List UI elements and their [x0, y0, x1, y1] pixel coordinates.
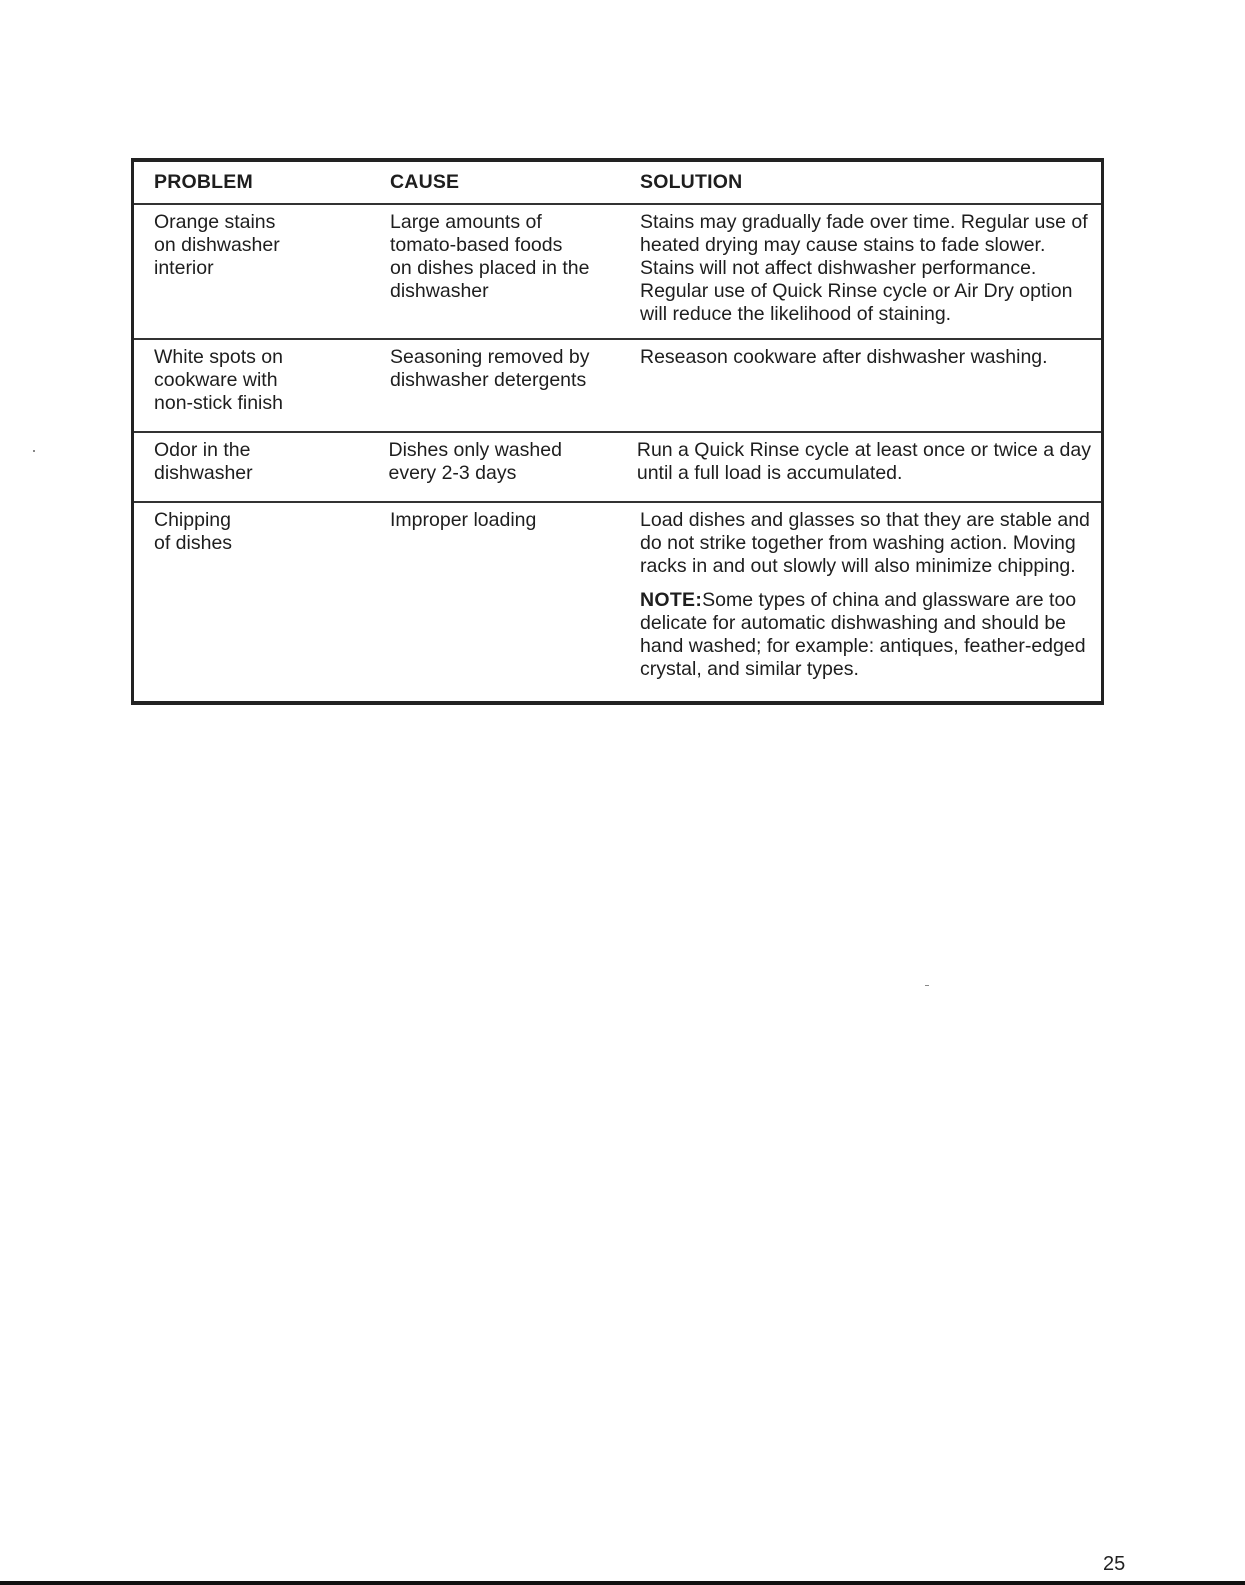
table-row [134, 205, 1101, 340]
header-cause: CAUSE [390, 171, 460, 193]
page-number: 25 [1103, 1553, 1126, 1575]
solution-line: racks in and out slowly will also minimize chipping. [640, 555, 1076, 577]
problem-cell [134, 340, 370, 431]
problem-cell [134, 205, 370, 338]
cause-line: tomato-based foods [390, 234, 563, 256]
note-block [640, 589, 1091, 681]
solution-line: Reseason cookware after dishwasher washing. [640, 346, 1048, 368]
cause-line: on dishes placed in the [390, 257, 590, 279]
problem-line: Orange stains [154, 211, 276, 233]
cause-cell [370, 503, 620, 701]
cause-cell [370, 340, 620, 431]
solution-line: Stains may gradually fade over time. Regular use of [640, 211, 1088, 233]
problem-line: of dishes [154, 532, 233, 554]
problem-line: White spots on [154, 346, 283, 368]
cause-line: every 2-3 days [388, 462, 517, 484]
solution-line: Regular use of Quick Rinse cycle or Air Dry option [640, 280, 1073, 302]
note-line: delicate for automatic dishwashing and should be [640, 612, 1067, 634]
solution-line: Load dishes and glasses so that they are stable and [640, 509, 1090, 531]
note-line: hand washed; for example: antiques, feather-edged [640, 635, 1086, 657]
solution-line: until a full load is accumulated. [636, 462, 903, 484]
problem-line: interior [154, 257, 214, 279]
note-first-line [640, 589, 1091, 612]
note-label: NOTE: [640, 589, 703, 611]
solution-line: will reduce the likelihood of staining. [640, 303, 952, 325]
bottom-edge-rule [0, 1581, 1245, 1585]
solution-line: Stains will not affect dishwasher performance. [640, 257, 1037, 279]
problem-cell [134, 503, 370, 701]
table-row [134, 503, 1101, 701]
note-line: crystal, and similar types. [640, 658, 859, 680]
cause-line: Dishes only washed [388, 439, 562, 461]
troubleshooting-table [131, 158, 1104, 705]
solution-cell [620, 503, 1101, 701]
problem-line: cookware with [154, 369, 278, 391]
scan-speck [925, 985, 929, 986]
cause-line: Seasoning removed by [390, 346, 590, 368]
problem-line: dishwasher [154, 462, 253, 484]
cause-line: Large amounts of [390, 211, 542, 233]
header-problem: PROBLEM [154, 171, 253, 193]
problem-line: on dishwasher [154, 234, 280, 256]
table-header-row [134, 162, 1101, 205]
cause-line: Improper loading [390, 509, 537, 531]
solution-line: Run a Quick Rinse cycle at least once or twice a day [636, 439, 1091, 461]
cause-line: dishwasher detergents [390, 369, 587, 391]
solution-cell [620, 205, 1101, 338]
problem-line: Odor in the [154, 439, 251, 461]
table-row [134, 433, 1101, 503]
problem-line: non-stick finish [154, 392, 283, 414]
problem-cell [134, 433, 368, 501]
table-row [134, 340, 1101, 433]
cause-cell [370, 205, 620, 338]
solution-cell [617, 433, 1101, 501]
cause-line: dishwasher [390, 280, 489, 302]
note-line: Some types of china and glassware are too [702, 589, 1077, 611]
solution-line: heated drying may cause stains to fade slower. [640, 234, 1046, 256]
solution-cell [620, 340, 1101, 431]
problem-line: Chipping [154, 509, 231, 531]
solution-line: do not strike together from washing action. Moving [640, 532, 1076, 554]
header-solution: SOLUTION [640, 171, 743, 193]
scan-speck [33, 450, 35, 452]
cause-cell [368, 433, 616, 501]
